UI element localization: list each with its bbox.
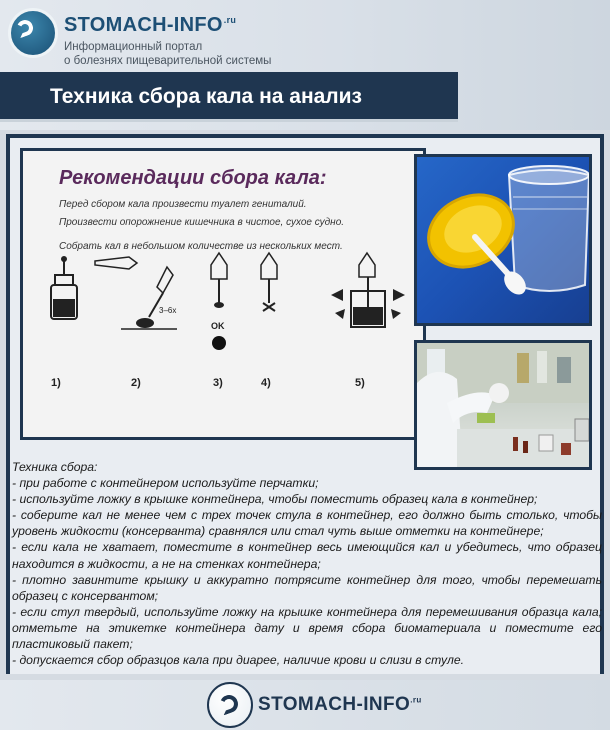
recommendation-line: Собрать кал в небольшом количестве из нескольких мест. [59,241,343,252]
step-label-3: 3) [213,377,223,389]
technique-heading: Техника сбора: [12,460,98,474]
site-tagline: Информационный портал о болезнях пищеварительной системы [64,41,272,67]
technique-item: образец с консервантом; [12,588,159,603]
technique-item: находится в жидкости, а не на стенках контейнера; [12,556,321,571]
technique-item: - допускается сбор образцов кала при диарее, наличие крови и слизи в стуле. [12,653,465,668]
ok-label: OK [211,321,225,331]
step-3-illustration [211,253,227,350]
page-title-bar [0,72,458,122]
step-1-illustration [51,256,137,319]
technique-item: уровень жидкости (консерванта) сравнялся или стал чуть выше отметки на контейнере; [12,524,544,539]
technique-item: - если стул твердый, используйте ложку на крышке контейнера для перемешивания образца кала; [12,604,602,619]
technique-item: - если кала не хватает, поместите в контейнер весь имеющийся кал и убедитесь, что образец [12,540,602,555]
container-photo [414,154,592,326]
recommendation-line: Перед сбором кала произвести туалет гениталий. [59,199,307,210]
technique-item: - используйте ложку в крышке контейнера, чтобы поместить образец кала в контейнер; [12,492,538,507]
dose-label: 3–6x [159,306,177,315]
step-label-4: 4) [261,377,271,389]
technique-item: пластиковый пакет; [12,637,133,652]
site-header [0,0,610,130]
collection-technique [12,459,602,668]
step-label-5: 5) [355,377,365,389]
step-label-2: 2) [131,377,141,389]
technique-item: - при работе с контейнером используйте перчатки; [12,476,319,491]
step-2-illustration [121,267,177,329]
brand-name[interactable]: STOMACH-$INFO^{.ru}$ [64,14,237,36]
step-5-illustration [331,253,405,327]
collection-steps-diagram [37,251,409,381]
step-label-1: 1) [51,377,61,389]
site-footer [0,680,610,730]
footer-brand[interactable]: STOMACH-$INFO^{.ru}$ [258,694,422,715]
technique-item: отметьте на этикетке контейнера дату и время сбора биоматериала и поместите его [12,620,602,635]
recommendations-panel [20,148,426,440]
recommendation-line: Произвести опорожнение кишечника в чистое, сухое судно. [59,217,345,228]
site-logo[interactable] [8,8,58,58]
page-title: Техника сбора кала на анализ [50,85,362,108]
step-4-illustration [261,253,277,311]
recommendations-title: Рекомендации сбора кала: [59,167,327,189]
technique-item: - плотно завинтите крышку и аккуратно потрясите контейнер для того, чтобы перемешать [12,572,602,587]
technique-item: - соберите кал не менее чем с трех точек стула в контейнер, его должно быть столько, чтобы [12,508,602,523]
laboratory-photo [414,340,592,470]
